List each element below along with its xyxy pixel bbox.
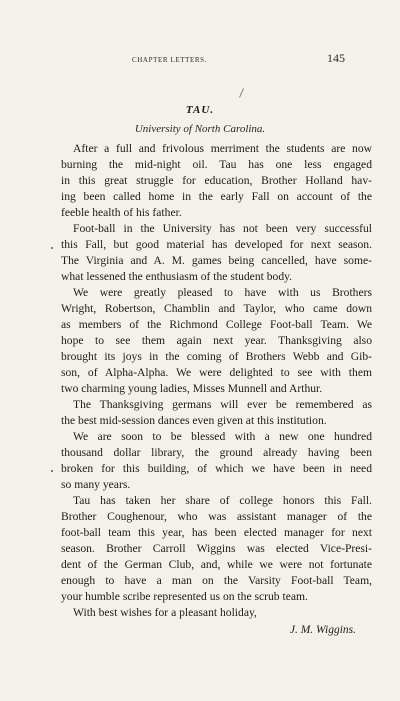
- body-line: brought its joys in the coming of Brothers Webb and Gib-: [61, 350, 372, 363]
- body-line: We were greatly pleased to have with us Brothers: [73, 286, 372, 299]
- signature: J. M. Wiggins.: [289, 624, 356, 636]
- chapter-subtitle: University of North Carolina.: [134, 123, 266, 135]
- body-line: The Virginia and A. M. games being cancelled, have some-: [61, 254, 372, 267]
- body-line: so many years.: [61, 478, 131, 491]
- body-line: what lessened the enthusiasm of the student body.: [61, 270, 293, 283]
- body-line: Brother Coughenour, who was assistant manager of the: [61, 510, 372, 523]
- body-line: Tau has taken her share of college honors this Fall.: [73, 494, 372, 507]
- body-line: son, of Alpha-Alpha. We were delighted to see with them: [61, 366, 372, 379]
- body-line: your humble scribe represented us on the scrub team.: [61, 590, 308, 603]
- chapter-title: TAU.: [185, 104, 215, 116]
- body-line: dent of the German Club, and, while we were not fortunate: [61, 558, 372, 571]
- page-speck: [51, 247, 53, 249]
- body-line: The Thanksgiving germans will ever be remembered as: [73, 398, 372, 411]
- body-line: thousand dollar library, the ground already having been: [61, 446, 372, 459]
- running-head: CHAPTER LETTERS.: [132, 56, 207, 64]
- body-line: feeble health of his father.: [61, 206, 182, 219]
- stray-pencil-mark: [239, 88, 244, 98]
- page-speck: [51, 470, 53, 472]
- body-line: season. Brother Carroll Wiggins was elected Vice-Presi-: [61, 542, 372, 555]
- body-line: enough to have a man on the Varsity Foot-ball Team,: [61, 574, 372, 587]
- body-line: foot-ball team this year, has been elected manager for next: [61, 526, 372, 539]
- page-number: 145: [327, 51, 345, 65]
- body-line: as members of the Richmond College Foot-ball Team. We: [61, 318, 372, 331]
- body-line: With best wishes for a pleasant holiday,: [73, 606, 257, 619]
- body-line: burning the mid-night oil. Tau has one less engaged: [61, 158, 372, 171]
- body-line: ing been called home in the early Fall on account of the: [61, 190, 372, 203]
- body-line: two charming young ladies, Misses Munnell and Arthur.: [61, 382, 323, 395]
- body-line: in this great struggle for education, Brother Holland hav-: [61, 174, 372, 187]
- body-line: We are soon to be blessed with a new one hundred: [73, 430, 372, 443]
- body-line: the best mid-session dances even given at this institution.: [61, 414, 327, 427]
- body-line: broken for this building, of which we have been in need: [61, 462, 372, 475]
- body-line: After a full and frivolous merriment the students are now: [73, 142, 372, 155]
- body-line: this Fall, but good material has developed for next season.: [61, 238, 372, 251]
- body-line: Wright, Robertson, Chamblin and Taylor, who came down: [61, 302, 372, 315]
- body-line: Foot-ball in the University has not been very successful: [73, 222, 372, 235]
- body-line: hope to see them again next year. Thanksgiving also: [61, 334, 372, 347]
